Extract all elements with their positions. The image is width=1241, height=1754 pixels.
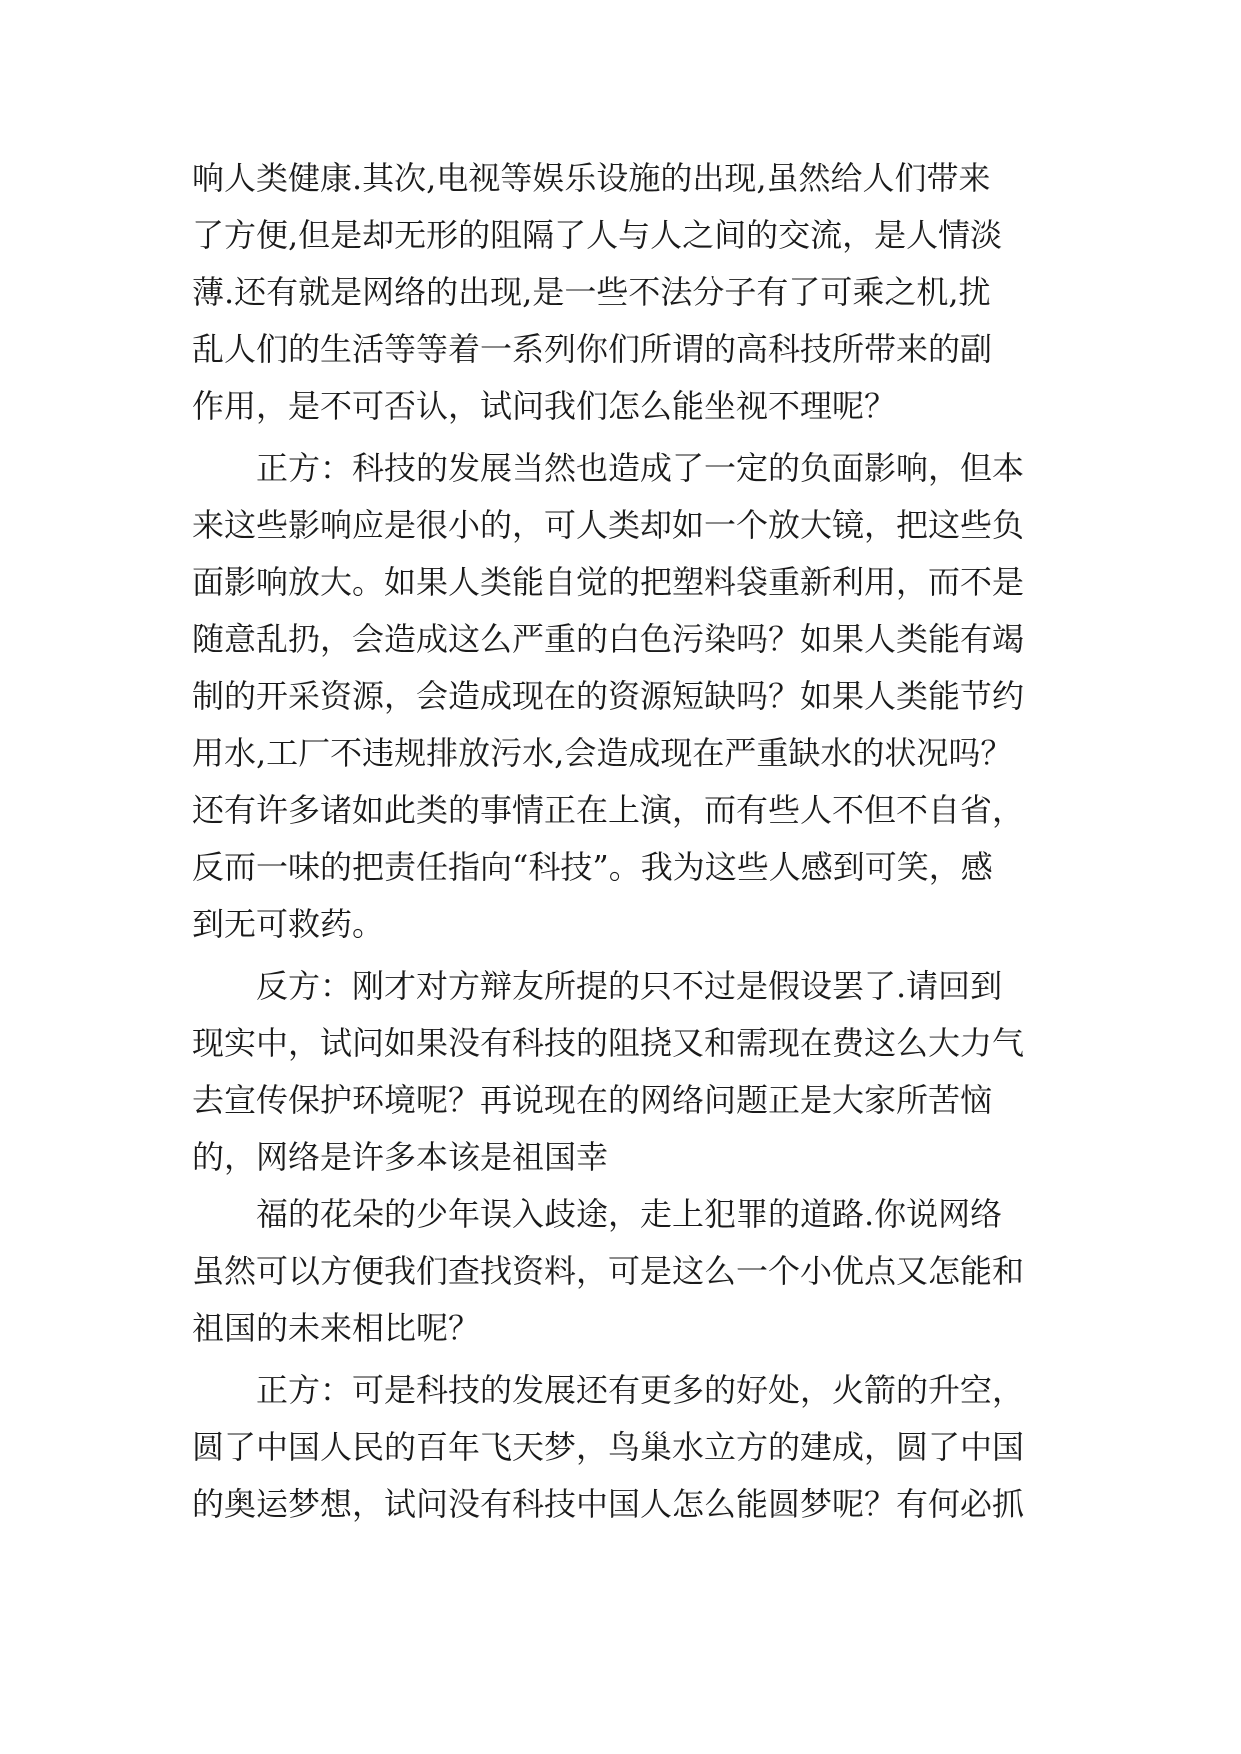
text-line: 来这些影响应是很小的，可人类却如一个放大镜，把这些负: [192, 506, 1025, 544]
text-line: 到无可救药。: [192, 905, 385, 943]
text-line: 乱人们的生活等等着一系列你们所谓的高科技所带来的副: [192, 330, 993, 368]
text-line: 反而一味的把责任指向“科技”。我为这些人感到可笑，感: [192, 848, 993, 886]
text-line: 响人类健康.其次,电视等娱乐设施的出现,虽然给人们带来: [192, 159, 991, 197]
text-line: 圆了中国人民的百年飞天梦，鸟巢水立方的建成，圆了中国: [192, 1428, 1025, 1466]
text-line: 制的开采资源，会造成现在的资源短缺吗？如果人类能节约: [192, 677, 1025, 715]
text-line: 的奥运梦想，试问没有科技中国人怎么能圆梦呢？有何必抓: [192, 1485, 1025, 1523]
paragraph-first-line: 福的花朵的少年误入歧途，走上犯罪的道路.你说网络: [256, 1195, 1003, 1233]
text-line: 了方便,但是却无形的阻隔了人与人之间的交流，是人情淡: [192, 216, 1003, 254]
text-line: 的，网络是许多本该是祖国幸: [192, 1138, 609, 1176]
paragraph-first-line: 正方：可是科技的发展还有更多的好处，火箭的升空，: [256, 1371, 1025, 1409]
text-line: 去宣传保护环境呢？再说现在的网络问题正是大家所苦恼: [192, 1081, 993, 1119]
text-line: 面影响放大。如果人类能自觉的把塑料袋重新利用，而不是: [192, 563, 1025, 601]
text-line: 用水,工厂不违规排放污水,会造成现在严重缺水的状况吗？: [192, 734, 1013, 772]
paragraph-first-line: 正方：科技的发展当然也造成了一定的负面影响，但本: [256, 449, 1025, 487]
text-line: 还有许多诸如此类的事情正在上演，而有些人不但不自省，: [192, 791, 1025, 829]
text-line: 随意乱扔，会造成这么严重的白色污染吗？如果人类能有竭: [192, 620, 1025, 658]
text-line: 作用，是不可否认，试问我们怎么能坐视不理呢？: [192, 387, 897, 425]
text-line: 现实中，试问如果没有科技的阻挠又和需现在费这么大力气: [192, 1024, 1025, 1062]
text-line: 虽然可以方便我们查找资料，可是这么一个小优点又怎能和: [192, 1252, 1025, 1290]
paragraph-first-line: 反方：刚才对方辩友所提的只不过是假设罢了.请回到: [256, 967, 1003, 1005]
text-line: 薄.还有就是网络的出现,是一些不法分子有了可乘之机,扰: [192, 273, 991, 311]
text-line: 祖国的未来相比呢？: [192, 1309, 481, 1347]
